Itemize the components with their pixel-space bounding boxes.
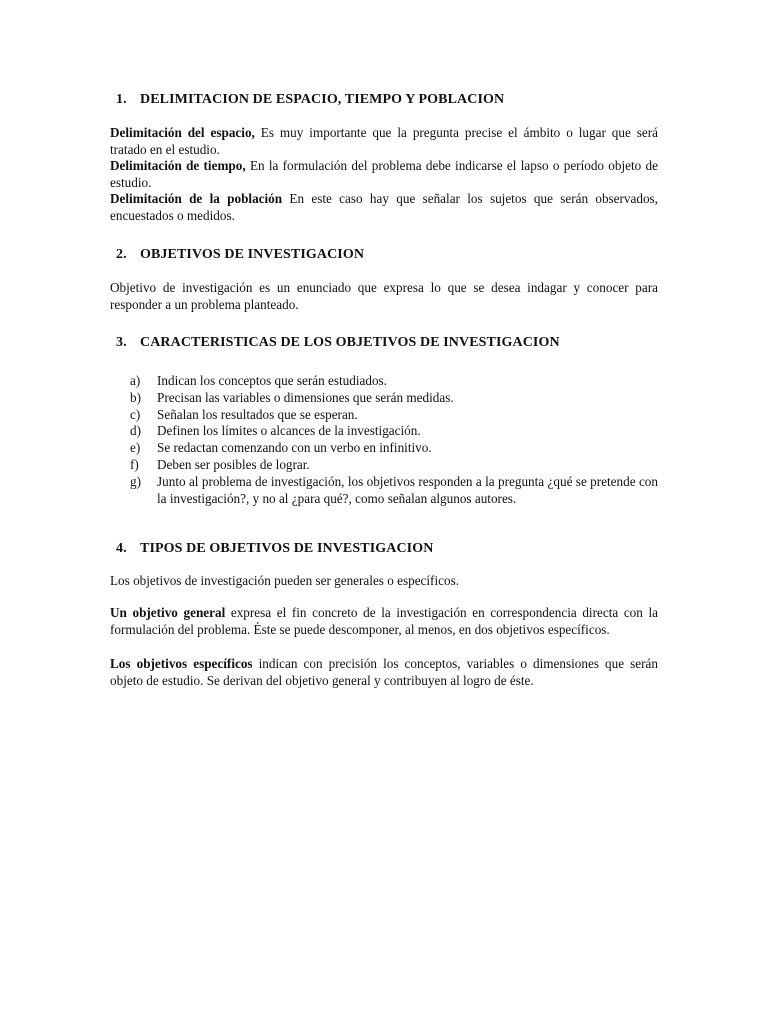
section-2-number: 2. xyxy=(116,247,127,262)
list-marker: a) xyxy=(130,373,141,388)
term-objetivo-general: Un objetivo general xyxy=(110,605,226,620)
section-3-heading xyxy=(116,335,560,351)
list-marker: e) xyxy=(130,440,141,456)
list-marker: b) xyxy=(130,389,141,405)
definition-objetivos-especificos: indican con precisión los conceptos, variables o dimensiones que serán objeto de estudio. Se derivan del objetivo general y contribuyen al logro de éste. xyxy=(110,656,658,688)
definition-delimitacion-tiempo: En la formulación del problema debe indicarse el lapso o período objeto de estudio. xyxy=(110,158,658,190)
section-2-heading xyxy=(116,247,364,263)
list-marker: c) xyxy=(130,406,141,422)
section-4-title: TIPOS DE OBJETIVOS DE INVESTIGACION xyxy=(140,541,434,556)
section-2-paragraph xyxy=(110,280,658,313)
section-1-number: 1. xyxy=(116,92,127,107)
section-3-number: 3. xyxy=(116,335,127,350)
characteristics-list xyxy=(130,373,658,507)
list-item xyxy=(130,373,658,390)
list-item xyxy=(130,440,658,457)
list-marker: g) xyxy=(130,473,141,489)
term-delimitacion-poblacion: Delimitación de la población xyxy=(110,191,283,206)
list-item xyxy=(130,390,658,407)
list-item-text: Deben ser posibles de lograr. xyxy=(157,456,310,472)
section-1-paragraph-population xyxy=(110,191,658,224)
term-objetivos-especificos: Los objetivos específicos xyxy=(110,656,253,671)
list-item xyxy=(130,474,658,508)
section-4-number: 4. xyxy=(116,541,127,556)
section-4-intro-paragraph xyxy=(110,573,658,590)
list-item-text: Se redactan comenzando con un verbo en infinitivo. xyxy=(157,440,432,456)
section-1-title: DELIMITACION DE ESPACIO, TIEMPO Y POBLACION xyxy=(140,92,505,107)
section-3-title: CARACTERISTICAS DE LOS OBJETIVOS DE INVESTIGACION xyxy=(140,335,560,350)
section-4-general-paragraph xyxy=(110,605,658,638)
section-4-specific-paragraph xyxy=(110,656,658,689)
list-item-text: Señalan los resultados que se esperan. xyxy=(157,406,358,422)
definition-delimitacion-poblacion: En este caso hay que señalar los sujetos que serán observados, encuestados o medidos. xyxy=(110,191,658,223)
definition-objetivo-general: expresa el fin concreto de la investigación en correspondencia directa con la formulación del problema. Éste se puede descomponer, al menos, en dos objetivos específicos. xyxy=(110,605,658,637)
section-1-paragraph-time xyxy=(110,158,658,191)
section-1-paragraph-space xyxy=(110,125,658,158)
list-item xyxy=(130,407,658,424)
section-1-heading xyxy=(116,92,504,108)
tipos-intro-text: Los objetivos de investigación pueden ser generales o específicos. xyxy=(110,573,459,588)
list-item xyxy=(130,457,658,474)
list-item-text: Precisan las variables o dimensiones que serán medidas. xyxy=(157,389,454,405)
term-delimitacion-espacio: Delimitación del espacio, xyxy=(110,125,255,140)
list-marker: d) xyxy=(130,423,141,439)
definition-delimitacion-espacio: Es muy importante que la pregunta precise el ámbito o lugar que será tratado en el estudio. xyxy=(110,125,658,157)
list-marker: f) xyxy=(130,456,139,472)
list-item xyxy=(130,423,658,440)
section-2-title: OBJETIVOS DE INVESTIGACION xyxy=(140,247,365,262)
list-item-text: Definen los límites o alcances de la investigación. xyxy=(157,423,421,439)
list-item-text: Indican los conceptos que serán estudiados. xyxy=(157,373,387,388)
list-item-text: Junto al problema de investigación, los objetivos responden a la pregunta ¿qué se pretende con la investigación?, y no al ¿para qué?, como señalan algunos autores. xyxy=(157,473,658,506)
term-delimitacion-tiempo: Delimitación de tiempo, xyxy=(110,158,246,173)
objetivo-definition: Objetivo de investigación es un enunciado que expresa lo que se desea indagar y conocer para responder a un problema planteado. xyxy=(110,280,658,312)
section-4-heading xyxy=(116,541,433,557)
